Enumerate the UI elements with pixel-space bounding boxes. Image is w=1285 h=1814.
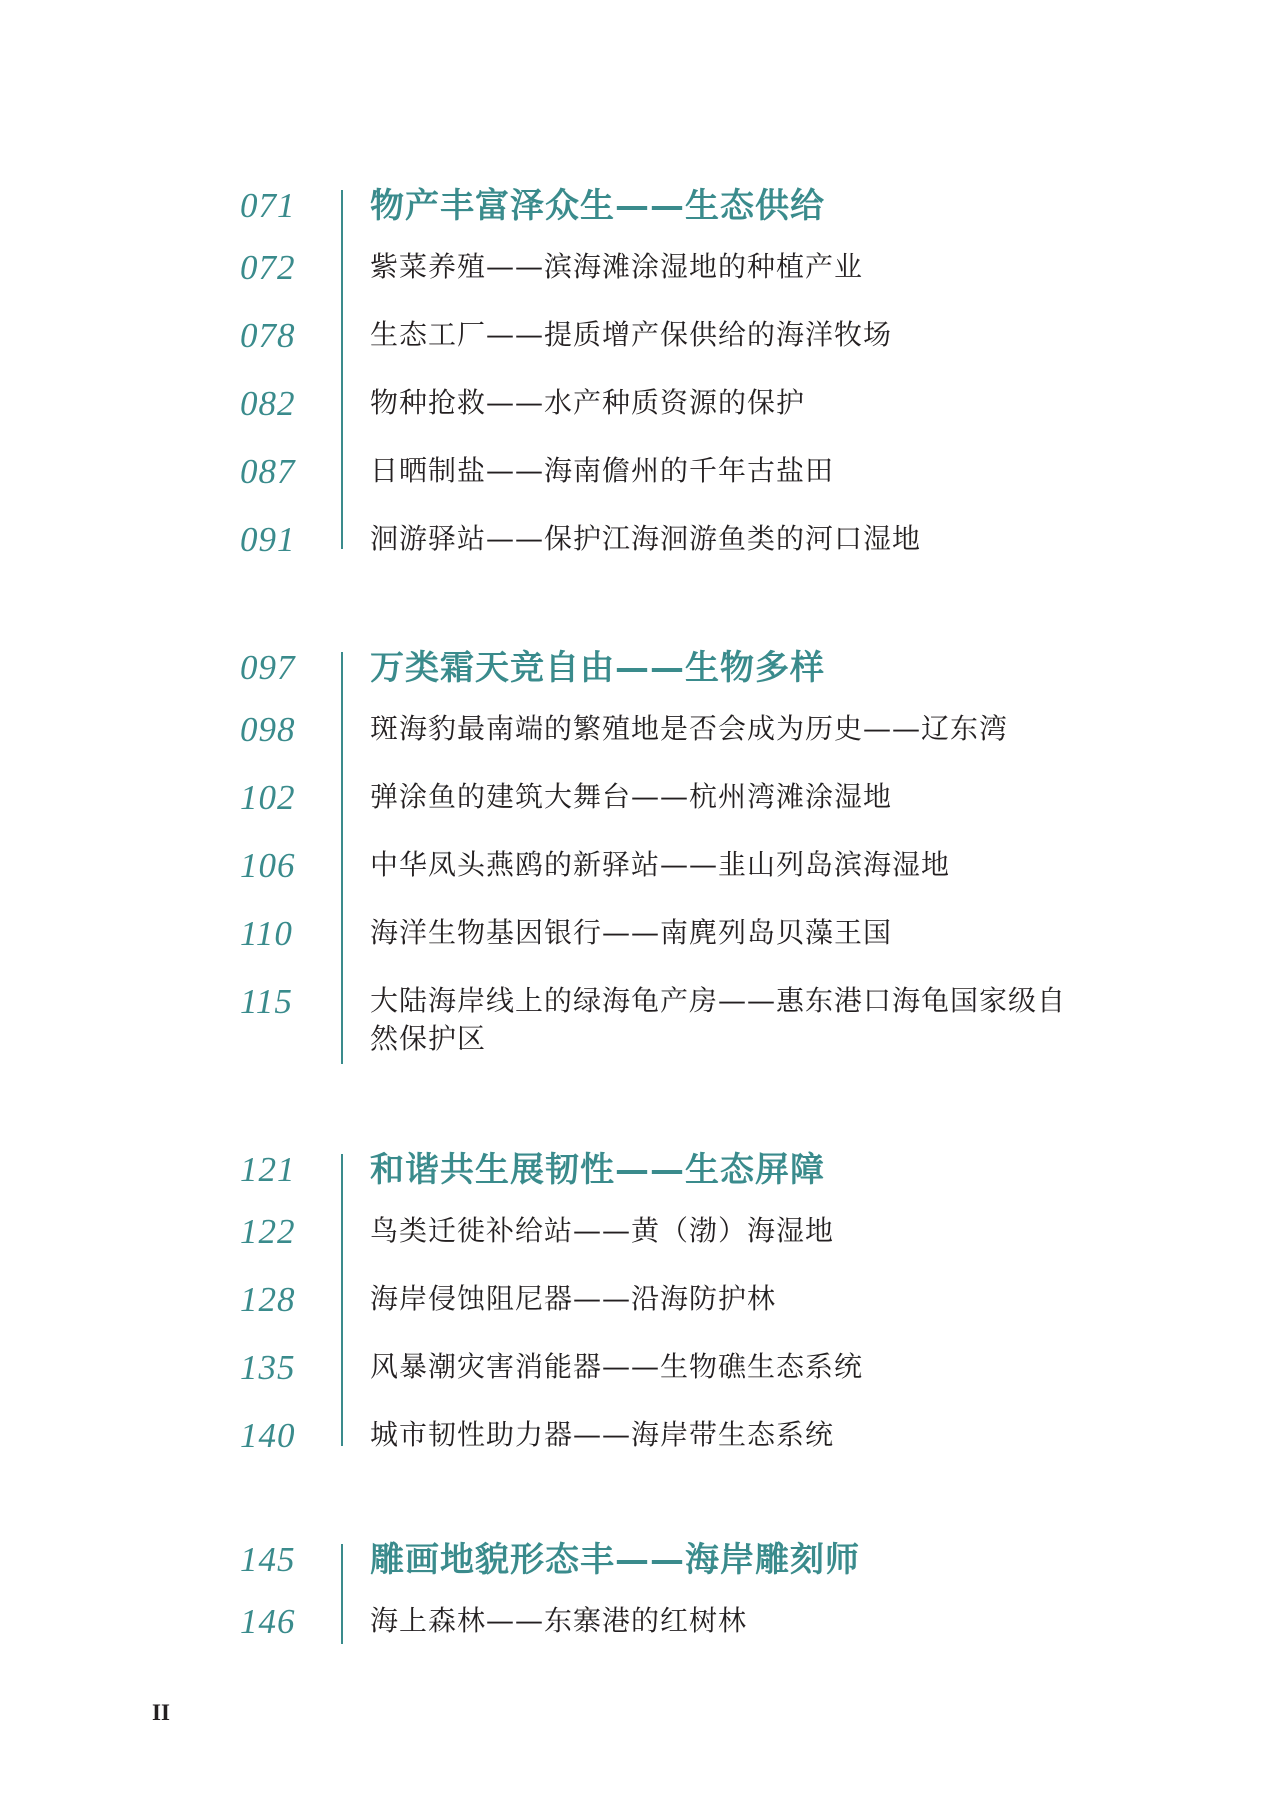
chapter-page-number: 145 bbox=[240, 1540, 296, 1579]
entry-page-number: 072 bbox=[240, 248, 296, 287]
entry-title: 生态工厂——提质增产保供给的海洋牧场 bbox=[370, 318, 893, 351]
chapter-title: 物产丰富泽众生——生态供给 bbox=[370, 186, 825, 226]
chapter-page-number: 097 bbox=[240, 648, 296, 687]
toc-entry[interactable] bbox=[240, 384, 1140, 424]
chapter-heading[interactable] bbox=[240, 1540, 1140, 1580]
toc-entry[interactable] bbox=[240, 1348, 1140, 1388]
entry-title: 日晒制盐——海南儋州的千年古盐田 bbox=[370, 454, 835, 487]
entry-title: 中华凤头燕鸥的新驿站——韭山列岛滨海湿地 bbox=[370, 848, 951, 881]
chapter-title: 万类霜天竞自由——生物多样 bbox=[370, 648, 825, 688]
entry-title: 城市韧性助力器——海岸带生态系统 bbox=[370, 1418, 835, 1451]
toc-entry[interactable] bbox=[240, 778, 1140, 818]
entry-title: 斑海豹最南端的繁殖地是否会成为历史——辽东湾 bbox=[370, 712, 1009, 745]
toc-entry[interactable] bbox=[240, 452, 1140, 492]
chapter-page-number: 121 bbox=[240, 1150, 296, 1189]
entry-title: 洄游驿站——保护江海洄游鱼类的河口湿地 bbox=[370, 522, 922, 555]
entry-page-number: 140 bbox=[240, 1416, 296, 1455]
entry-title: 大陆海岸线上的绿海龟产房——惠东港口海龟国家级自然保护区 bbox=[370, 984, 1067, 1055]
entry-page-number: 082 bbox=[240, 384, 296, 423]
section-rule bbox=[341, 190, 343, 549]
toc-entry[interactable] bbox=[240, 982, 1140, 1058]
entry-title: 紫菜养殖——滨海滩涂湿地的种植产业 bbox=[370, 250, 864, 283]
chapter-page-number: 071 bbox=[240, 186, 296, 225]
toc-entry[interactable] bbox=[240, 248, 1140, 288]
entry-page-number: 102 bbox=[240, 778, 296, 817]
page-folio: II bbox=[152, 1700, 170, 1725]
entry-title: 弹涂鱼的建筑大舞台——杭州湾滩涂湿地 bbox=[370, 780, 893, 813]
chapter-heading[interactable] bbox=[240, 1150, 1140, 1190]
entry-page-number: 110 bbox=[240, 914, 293, 953]
toc-section bbox=[240, 1150, 1140, 1456]
toc-section bbox=[240, 648, 1140, 1058]
entry-page-number: 115 bbox=[240, 982, 293, 1021]
chapter-heading[interactable] bbox=[240, 648, 1140, 688]
toc-entry[interactable] bbox=[240, 1280, 1140, 1320]
toc-entry[interactable] bbox=[240, 520, 1140, 560]
entry-page-number: 091 bbox=[240, 520, 296, 559]
toc-entry[interactable] bbox=[240, 1602, 1140, 1642]
entry-page-number: 078 bbox=[240, 316, 296, 355]
entry-title: 海洋生物基因银行——南麂列岛贝藻王国 bbox=[370, 916, 893, 949]
entry-page-number: 098 bbox=[240, 710, 296, 749]
entry-page-number: 106 bbox=[240, 846, 296, 885]
toc-entry[interactable] bbox=[240, 1416, 1140, 1456]
entry-title: 海上森林——东寨港的红树林 bbox=[370, 1604, 748, 1637]
entry-page-number: 135 bbox=[240, 1348, 296, 1387]
entry-title: 物种抢救——水产种质资源的保护 bbox=[370, 386, 806, 419]
toc-entry[interactable] bbox=[240, 316, 1140, 356]
entry-page-number: 122 bbox=[240, 1212, 296, 1251]
chapter-title: 雕画地貌形态丰——海岸雕刻师 bbox=[370, 1540, 860, 1580]
entry-title: 风暴潮灾害消能器——生物礁生态系统 bbox=[370, 1350, 864, 1383]
entry-title: 鸟类迁徙补给站——黄（渤）海湿地 bbox=[370, 1214, 835, 1247]
chapter-heading[interactable] bbox=[240, 186, 1140, 226]
chapter-title: 和谐共生展韧性——生态屏障 bbox=[370, 1150, 825, 1190]
entry-page-number: 087 bbox=[240, 452, 296, 491]
toc-entry[interactable] bbox=[240, 914, 1140, 954]
toc-entry[interactable] bbox=[240, 1212, 1140, 1252]
entry-title: 海岸侵蚀阻尼器——沿海防护林 bbox=[370, 1282, 777, 1315]
toc-entry[interactable] bbox=[240, 710, 1140, 750]
entry-page-number: 146 bbox=[240, 1602, 296, 1641]
entry-page-number: 128 bbox=[240, 1280, 296, 1319]
toc-section bbox=[240, 1540, 1140, 1642]
toc-entry[interactable] bbox=[240, 846, 1140, 886]
toc-section bbox=[240, 186, 1140, 560]
